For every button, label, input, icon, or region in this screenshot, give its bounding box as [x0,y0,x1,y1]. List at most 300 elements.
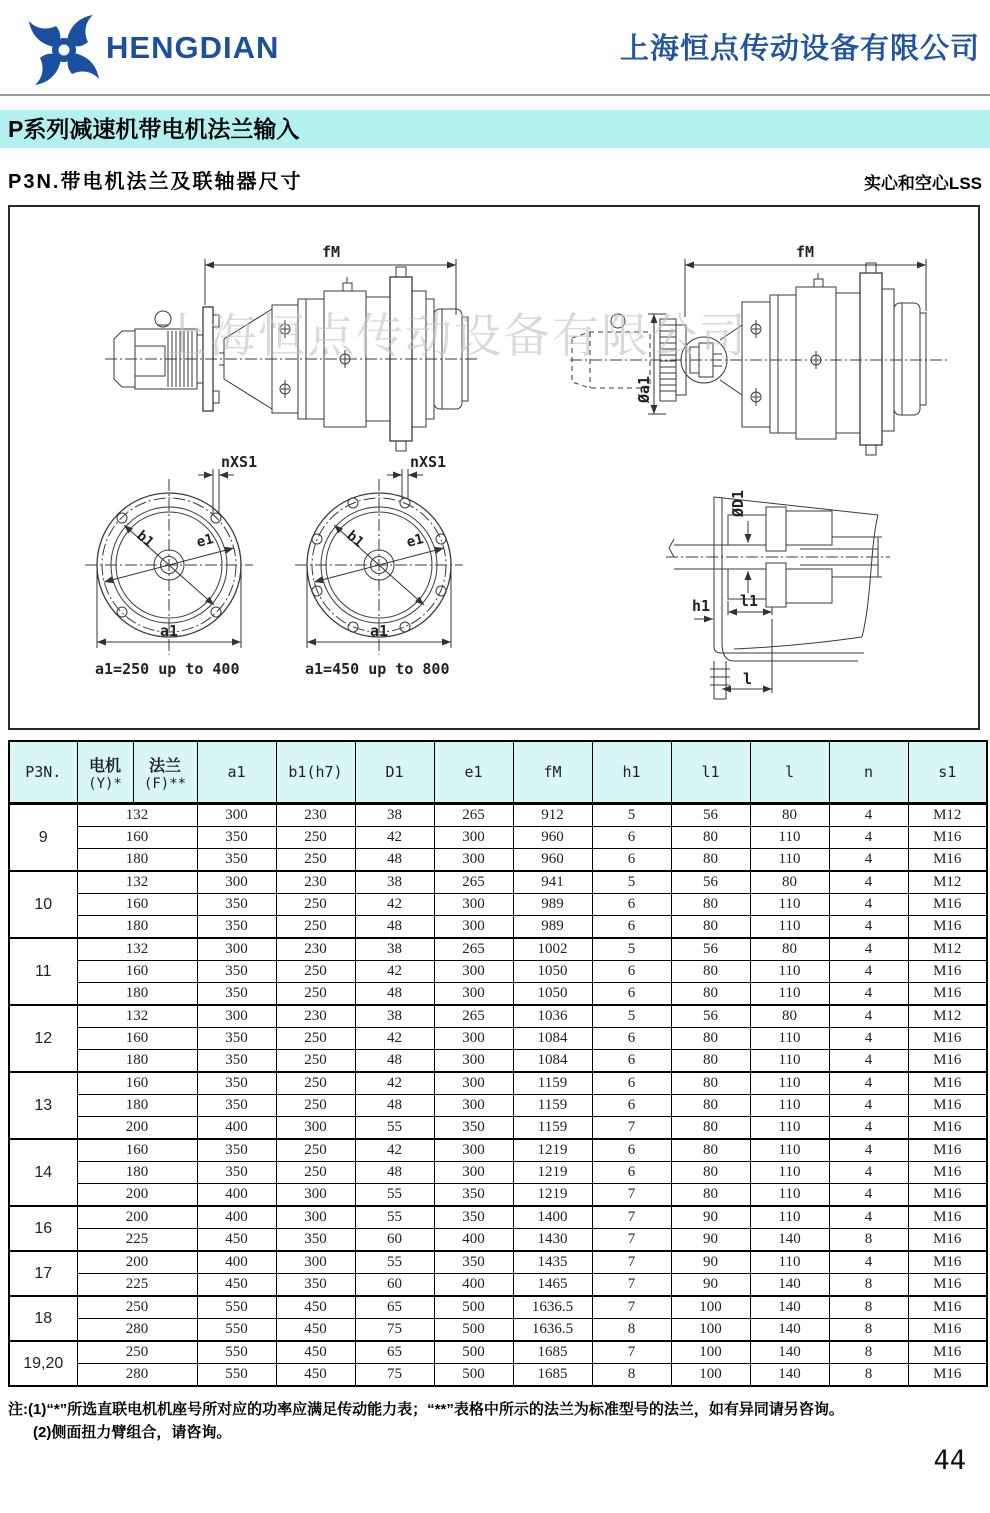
dimension-cell: 110 [750,827,829,849]
table-row [9,916,987,939]
table-row [9,1072,987,1095]
dimension-cell: 250 [276,983,355,1006]
dimension-cell: 7 [592,1251,671,1274]
dimension-cell: 300 [434,849,513,872]
dimension-cell: 80 [671,1162,750,1184]
table-row [9,827,987,849]
table-row [9,983,987,1006]
dimension-cell: 400 [197,1117,276,1140]
dimension-cell: 8 [829,1341,908,1364]
dimension-cell: M16 [908,961,987,983]
dim-label-l1: l1 [740,592,759,610]
dimension-cell: 48 [355,983,434,1006]
column-header: P3N. [9,741,77,804]
dimension-cell: 300 [434,1139,513,1162]
motor-frame-cell: 180 [77,1050,197,1073]
column-header: 电机 (Y)* [77,741,133,804]
dimension-cell: M16 [908,894,987,916]
dimension-cell: 100 [671,1364,750,1387]
dim-label-b1-small: b1 [133,527,157,551]
dimension-cell: 230 [276,938,355,961]
dimension-cell: M16 [908,1117,987,1140]
dimension-cell: M16 [908,1050,987,1073]
dimension-cell: 65 [355,1341,434,1364]
motor-frame-cell: 200 [77,1251,197,1274]
dimension-cell: M16 [908,1028,987,1050]
dimension-cell: 400 [197,1184,276,1207]
dimension-cell: 48 [355,1162,434,1184]
dimension-cell: 7 [592,1184,671,1207]
technical-drawing-panel [8,205,980,730]
dimension-cell: 90 [671,1251,750,1274]
motor-frame-cell: 160 [77,894,197,916]
dimension-cell: 300 [434,961,513,983]
dimension-cell: M16 [908,1229,987,1252]
dimension-cell: 300 [434,1162,513,1184]
table-body [9,804,987,1387]
dimension-cell: 6 [592,916,671,939]
dimension-cell: 6 [592,1095,671,1117]
table-row [9,1005,987,1028]
dimension-cell: 4 [829,871,908,894]
dimension-cell: 1465 [513,1274,592,1297]
company-name: 上海恒点传动设备有限公司 [619,33,980,65]
table-header [9,741,987,804]
left-assembly-view [105,243,480,451]
dimension-cell: 4 [829,1050,908,1073]
dimension-cell: M16 [908,827,987,849]
dimension-cell: 80 [750,1005,829,1028]
column-header: e1 [434,741,513,804]
dimension-cell: 4 [829,1072,908,1095]
dim-label-fm-right: fM [796,243,815,261]
dimension-cell: 350 [276,1274,355,1297]
dimension-cell: 300 [276,1251,355,1274]
column-header: b1(h7) [276,741,355,804]
dimension-cell: 250 [276,827,355,849]
brand-name: HENGDIAN [106,30,280,65]
dimension-cell: 350 [434,1206,513,1229]
footnotes [8,1398,844,1444]
dimension-cell: 300 [197,804,276,827]
dimension-cell: 90 [671,1206,750,1229]
dimension-cell: 6 [592,894,671,916]
model-cell: 9 [9,804,77,872]
dimension-cell: 1435 [513,1251,592,1274]
dimension-cell: 80 [671,1028,750,1050]
dimension-cell: M16 [908,1251,987,1274]
motor-frame-cell: 250 [77,1296,197,1319]
dim-label-h1: h1 [692,597,711,615]
dimension-cell: 1685 [513,1341,592,1364]
dimension-cell: 80 [671,983,750,1006]
dimension-cell: 350 [197,1072,276,1095]
dimension-cell: 5 [592,871,671,894]
dimension-cell: 230 [276,871,355,894]
dimension-cell: M16 [908,1319,987,1342]
dimension-cell: 38 [355,871,434,894]
dimension-cell: 250 [276,916,355,939]
dimension-cell: 65 [355,1296,434,1319]
motor-frame-cell: 280 [77,1319,197,1342]
dimension-cell: 100 [671,1319,750,1342]
dimension-cell: 80 [671,894,750,916]
dimension-cell: 8 [829,1274,908,1297]
dimension-cell: 1084 [513,1050,592,1073]
column-header: l1 [671,741,750,804]
dimension-cell: 250 [276,1072,355,1095]
dimension-cell: 250 [276,1095,355,1117]
dimension-cell: 6 [592,1028,671,1050]
dimension-cell: 300 [197,1005,276,1028]
column-header: 法兰 (F)** [133,741,197,804]
dimension-cell: 8 [829,1229,908,1252]
dimension-cell: 110 [750,1117,829,1140]
dimension-cell: 6 [592,1139,671,1162]
dimension-cell: 80 [671,1095,750,1117]
dimension-cell: 55 [355,1117,434,1140]
motor-frame-cell: 160 [77,961,197,983]
dim-label-fm-left: fM [322,243,341,261]
dimension-cell: 300 [197,938,276,961]
model-cell: 18 [9,1296,77,1341]
dimension-cell: 500 [434,1319,513,1342]
dimension-cell: 110 [750,983,829,1006]
dimension-cell: 80 [671,827,750,849]
dimension-cell: 56 [671,938,750,961]
motor-frame-cell: 200 [77,1117,197,1140]
series-title-banner: P系列减速机带电机法兰输入 [0,110,990,148]
dimension-cell: 1636.5 [513,1296,592,1319]
dimension-cell: 400 [434,1229,513,1252]
dimension-table-wrap [8,740,982,1387]
dimension-cell: 140 [750,1319,829,1342]
table-row [9,938,987,961]
dimension-cell: 300 [434,1050,513,1073]
dimension-cell: 110 [750,916,829,939]
dimension-cell: 230 [276,804,355,827]
header-divider [0,94,990,96]
table-row [9,961,987,983]
motor-frame-cell: 225 [77,1274,197,1297]
dimension-cell: 110 [750,1206,829,1229]
flange-small-caption: a1=250 up to 400 [95,660,240,678]
motor-frame-cell: 180 [77,983,197,1006]
dimension-cell: 941 [513,871,592,894]
dimension-cell: 350 [276,1229,355,1252]
table-row [9,1341,987,1364]
dimension-cell: 110 [750,894,829,916]
dimension-cell: 4 [829,1028,908,1050]
motor-frame-cell: 160 [77,827,197,849]
dimension-cell: 1050 [513,961,592,983]
dimension-cell: 300 [434,916,513,939]
dimension-cell: 60 [355,1274,434,1297]
dimension-cell: 75 [355,1364,434,1387]
dimension-cell: 5 [592,938,671,961]
hengdian-logo-icon [26,10,102,88]
dimension-cell: 4 [829,827,908,849]
motor-frame-cell: 160 [77,1072,197,1095]
dimension-cell: 250 [276,894,355,916]
dim-label-e1-small: e1 [194,531,216,551]
table-row [9,1162,987,1184]
dimension-cell: 1400 [513,1206,592,1229]
dimension-cell: M12 [908,1005,987,1028]
dimension-cell: 350 [197,1050,276,1073]
dimension-cell: 55 [355,1184,434,1207]
dimension-cell: M16 [908,1072,987,1095]
motor-frame-cell: 132 [77,871,197,894]
dimension-cell: 42 [355,1139,434,1162]
motor-frame-cell: 200 [77,1184,197,1207]
dimension-cell: 140 [750,1296,829,1319]
dimension-cell: 300 [197,871,276,894]
dim-label-e1-large: e1 [404,531,426,551]
dimension-cell: M16 [908,1341,987,1364]
dimension-cell: 400 [197,1251,276,1274]
dimension-cell: 1430 [513,1229,592,1252]
dimension-cell: 500 [434,1364,513,1387]
dimension-cell: 110 [750,1072,829,1095]
dimension-table [8,740,988,1387]
dimension-cell: 300 [434,983,513,1006]
dimension-cell: 1050 [513,983,592,1006]
dimension-cell: 1002 [513,938,592,961]
dimension-cell: 80 [750,871,829,894]
table-row [9,1028,987,1050]
dimension-cell: 100 [671,1341,750,1364]
dimension-cell: 42 [355,961,434,983]
dimension-cell: 400 [197,1206,276,1229]
dimension-cell: 350 [197,1139,276,1162]
dimension-cell: 6 [592,1072,671,1095]
dimension-cell: 56 [671,871,750,894]
dimension-cell: 80 [671,916,750,939]
model-cell: 16 [9,1206,77,1251]
model-cell: 11 [9,938,77,1005]
dimension-cell: 6 [592,849,671,872]
motor-frame-cell: 180 [77,916,197,939]
dimension-cell: 140 [750,1364,829,1387]
dimension-cell: 350 [197,827,276,849]
dimension-cell: 5 [592,1005,671,1028]
table-row [9,1206,987,1229]
dimension-cell: 140 [750,1341,829,1364]
dim-label-b1-large: b1 [343,527,367,551]
dimension-cell: M16 [908,1184,987,1207]
motor-frame-cell: 200 [77,1206,197,1229]
dimension-cell: 550 [197,1341,276,1364]
table-row [9,1117,987,1140]
dimension-cell: 7 [592,1206,671,1229]
dimension-cell: 110 [750,1050,829,1073]
dimension-cell: 6 [592,1162,671,1184]
dimension-cell: 989 [513,894,592,916]
dimension-cell: 4 [829,1139,908,1162]
dimension-cell: 42 [355,1072,434,1095]
page-subtitle: P3N.带电机法兰及联轴器尺寸 [8,171,303,193]
dimension-cell: 4 [829,1095,908,1117]
dimension-cell: 250 [276,961,355,983]
dimension-cell: 6 [592,961,671,983]
motor-frame-cell: 280 [77,1364,197,1387]
dimension-cell: 1219 [513,1184,592,1207]
dimension-cell: M12 [908,938,987,961]
dimension-cell: 1636.5 [513,1319,592,1342]
flange-large-caption: a1=450 up to 800 [305,660,450,678]
dimension-cell: 4 [829,894,908,916]
dimension-cell: 110 [750,961,829,983]
dimension-cell: 110 [750,849,829,872]
table-row [9,1251,987,1274]
dimension-cell: 110 [750,1184,829,1207]
dimension-cell: 90 [671,1274,750,1297]
dimension-cell: M16 [908,1296,987,1319]
dim-label-l: l [743,670,753,688]
dim-label-d1: ØD1 [729,489,747,517]
column-header: a1 [197,741,276,804]
dimension-cell: M16 [908,916,987,939]
dimension-cell: 80 [671,1050,750,1073]
dimension-cell: 4 [829,1184,908,1207]
dimension-cell: M16 [908,1095,987,1117]
dimension-cell: 350 [197,849,276,872]
table-row [9,1229,987,1252]
dimension-cell: M16 [908,1274,987,1297]
dimension-cell: 80 [750,804,829,827]
dimension-cell: 265 [434,938,513,961]
motor-frame-cell: 160 [77,1139,197,1162]
dimension-cell: 110 [750,1028,829,1050]
footnote-1: 注:(1)“*”所选直联电机机座号所对应的功率应满足传动能力表；“**”表格中所示的法兰为标准型号的法兰，如有异同请另咨询。 [8,1401,844,1418]
dimension-cell: 56 [671,804,750,827]
dimension-cell: 450 [276,1296,355,1319]
dimension-cell: 1219 [513,1139,592,1162]
footnote-2: (2)侧面扭力臂组合，请咨询。 [33,1424,232,1441]
dimension-cell: 80 [671,1184,750,1207]
dimension-cell: 1084 [513,1028,592,1050]
motor-frame-cell: 132 [77,1005,197,1028]
dimension-cell: 300 [434,1072,513,1095]
dimension-cell: 110 [750,1162,829,1184]
dimension-cell: 450 [276,1364,355,1387]
dimension-cell: 350 [197,894,276,916]
table-row [9,1319,987,1342]
motor-frame-cell: 180 [77,849,197,872]
dimension-cell: 300 [276,1117,355,1140]
dimension-cell: 450 [276,1341,355,1364]
dimension-cell: 6 [592,1050,671,1073]
dimension-cell: 250 [276,1028,355,1050]
dimension-cell: 42 [355,1028,434,1050]
dimension-cell: 5 [592,804,671,827]
model-cell: 17 [9,1251,77,1296]
dimension-cell: 300 [434,1095,513,1117]
table-row [9,1095,987,1117]
dimension-cell: 7 [592,1296,671,1319]
dimension-cell: 140 [750,1274,829,1297]
dim-label-a1-large: a1 [370,622,389,640]
motor-frame-cell: 180 [77,1095,197,1117]
dimension-cell: 42 [355,827,434,849]
motor-frame-cell: 160 [77,1028,197,1050]
dimension-cell: 550 [197,1364,276,1387]
column-header: D1 [355,741,434,804]
dimension-cell: 250 [276,849,355,872]
dimension-cell: 1159 [513,1095,592,1117]
dimension-cell: M16 [908,1206,987,1229]
dimension-cell: 8 [592,1364,671,1387]
dimension-cell: 4 [829,1117,908,1140]
dimension-cell: 230 [276,1005,355,1028]
table-row [9,1050,987,1073]
dimension-cell: 4 [829,804,908,827]
dimension-cell: 350 [197,1095,276,1117]
dimension-cell: 300 [434,894,513,916]
dimension-cell: 1159 [513,1072,592,1095]
dimension-cell: 80 [671,1117,750,1140]
right-assembly-view [570,243,950,455]
dimension-cell: M16 [908,983,987,1006]
dimension-cell: 300 [276,1184,355,1207]
dimension-cell: 300 [434,827,513,849]
dimension-cell: 6 [592,983,671,1006]
dimension-cell: 80 [750,938,829,961]
dimension-cell: 1159 [513,1117,592,1140]
dimension-cell: 350 [434,1117,513,1140]
dimension-cell: 350 [197,961,276,983]
column-header: s1 [908,741,987,804]
flange-view-small [85,453,257,678]
dimension-cell: 450 [197,1229,276,1252]
dimension-cell: 4 [829,1251,908,1274]
dimension-cell: 7 [592,1274,671,1297]
dimension-cell: 8 [592,1319,671,1342]
dimension-cell: 960 [513,849,592,872]
dimension-cell: 960 [513,827,592,849]
dimension-cell: 55 [355,1251,434,1274]
dimension-cell: 75 [355,1319,434,1342]
dimension-cell: 6 [592,827,671,849]
dimension-cell: 550 [197,1319,276,1342]
column-header: n [829,741,908,804]
dimension-cell: 4 [829,983,908,1006]
shaft-detail-view [666,490,890,699]
dimension-cell: 38 [355,1005,434,1028]
motor-frame-cell: 132 [77,938,197,961]
model-cell: 10 [9,871,77,938]
dimension-cell: 350 [197,916,276,939]
dimension-cell: 912 [513,804,592,827]
dimension-cell: 350 [434,1184,513,1207]
dimension-cell: 250 [276,1162,355,1184]
dimension-cell: 7 [592,1229,671,1252]
dimension-cell: 42 [355,894,434,916]
dimension-cell: 48 [355,1050,434,1073]
dimension-cell: 250 [276,1139,355,1162]
dimension-cell: 4 [829,1005,908,1028]
table-row [9,1364,987,1387]
dimension-cell: 80 [671,1072,750,1095]
dimension-cell: 300 [434,1028,513,1050]
dimension-cell: 4 [829,1162,908,1184]
dimension-cell: 500 [434,1341,513,1364]
table-row [9,1184,987,1207]
model-cell: 14 [9,1139,77,1206]
table-row [9,804,987,827]
page-number: 44 [933,1445,966,1476]
